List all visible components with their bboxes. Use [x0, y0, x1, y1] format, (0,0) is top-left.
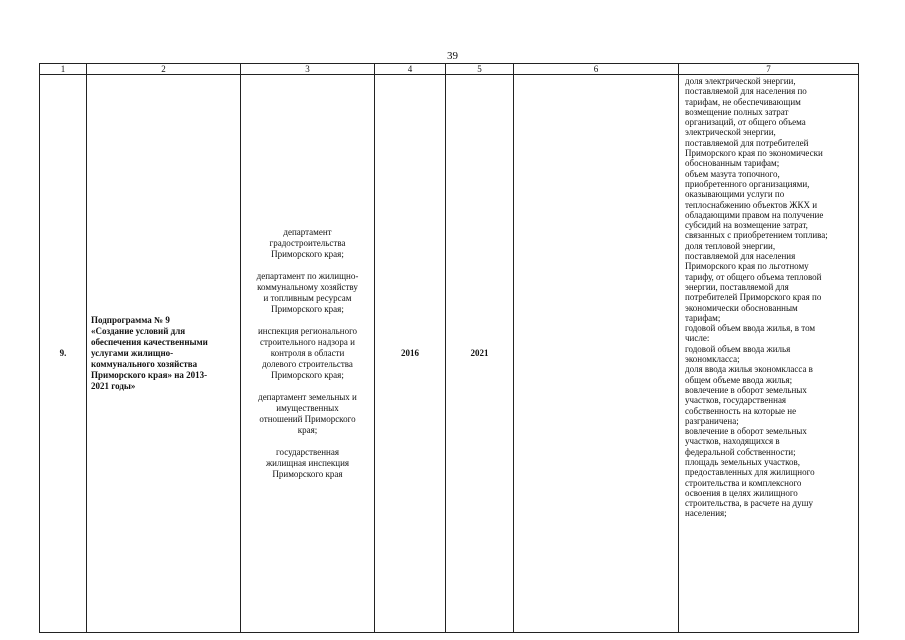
indicator-line: экономически обоснованным	[685, 302, 798, 313]
executor-line: имущественных	[276, 403, 339, 413]
page-number: 39	[447, 50, 458, 62]
column-header-1: 1	[40, 64, 87, 75]
indicator-line: объем мазута топочного,	[685, 168, 780, 179]
executor-line: отношений Приморского	[259, 414, 356, 424]
program-name-line: коммунального хозяйства	[91, 359, 198, 369]
executor-line: края;	[297, 425, 318, 435]
executor-line: Приморского края;	[271, 304, 344, 314]
column-6-cell	[514, 75, 679, 633]
executor-line: строительного надзора и	[260, 337, 355, 347]
indicator-line: площадь земельных участков,	[685, 456, 800, 467]
column-header-3: 3	[241, 64, 375, 75]
executor-line: градостроительства	[269, 238, 346, 248]
executors-cell	[241, 75, 375, 633]
end-year: 2021	[446, 75, 514, 633]
indicator-line: Приморского края по льготному	[685, 261, 809, 272]
executor-line: департамент по жилищно-	[256, 271, 359, 281]
indicator-line: годовой объем ввода жилья, в том	[685, 323, 816, 334]
indicator-line: вовлечение в оборот земельных	[685, 384, 807, 395]
executor-department-urban-planning	[245, 227, 370, 260]
indicator-line: субсидий на возмещение затрат,	[685, 220, 808, 231]
indicator-line: строительства, в расчете на душу	[685, 498, 814, 509]
program-name-line: Подпрограмма № 9	[91, 315, 170, 325]
indicator-line: теплоснабжению объектов ЖКХ и	[685, 199, 818, 210]
executor-land-property-department	[245, 392, 370, 436]
program-name-line: 2021 годы»	[91, 381, 136, 391]
indicator-line: электрической энергии,	[685, 127, 776, 138]
indicator-line: связанных с приобретением топлива;	[685, 230, 828, 241]
header-row	[40, 64, 859, 75]
indicator-line: тарифам;	[685, 312, 721, 323]
executor-line: государственная	[276, 447, 339, 457]
executor-construction-inspection	[245, 326, 370, 381]
indicator-line: участков, находящихся в	[685, 436, 780, 447]
executor-line: департамент	[283, 227, 332, 237]
indicator-line: строительства и комплексного	[685, 477, 802, 488]
indicator-line: тарифу, от общего объема тепловой	[685, 271, 822, 282]
indicator-line: населения;	[685, 508, 727, 519]
indicator-line: энергии, поставляемой для	[685, 281, 789, 292]
indicator-line: обоснованным тарифам;	[685, 158, 780, 169]
program-table	[39, 63, 859, 633]
indicator-line: обладающими правом на получение	[685, 209, 824, 220]
start-year: 2016	[375, 75, 446, 633]
indicator-line: вовлечение в оборот земельных	[685, 426, 807, 437]
row-number: 9.	[40, 75, 87, 633]
indicator-line: организаций, от общего объема	[685, 117, 806, 128]
executor-line: контроля в области	[270, 348, 345, 358]
table-row	[40, 75, 859, 633]
indicator-line: поставляемой для населения	[685, 251, 796, 262]
column-header-2: 2	[87, 64, 241, 75]
program-name-line: Приморского края» на 2013-	[91, 370, 208, 380]
indicator-line: разграничена;	[685, 415, 739, 426]
indicator-line: потребителей Приморского края по	[685, 292, 822, 303]
indicator-line: освоения в целях жилищного	[685, 487, 798, 498]
executor-line: коммунальному хозяйству	[257, 282, 358, 292]
column-header-7: 7	[679, 64, 859, 75]
column-header-6: 6	[514, 64, 679, 75]
executor-line: жилищная инспекция	[265, 458, 350, 468]
column-header-4: 4	[375, 64, 446, 75]
indicator-line: возмещение полных затрат	[685, 106, 789, 117]
executor-line: Приморского края;	[271, 370, 344, 380]
indicator-line: оказывающими услуги по	[685, 189, 785, 200]
program-name-line: обеспечения качественными	[91, 337, 208, 347]
indicator-line: федеральной собственности;	[685, 446, 796, 457]
program-name-line: услугами жилищно-	[91, 348, 174, 358]
indicator-line: годовой объем ввода жилья	[685, 343, 791, 354]
executor-line: долевого строительства	[262, 359, 353, 369]
indicator-line: доля тепловой энергии,	[685, 240, 776, 251]
program-name-cell	[87, 75, 241, 633]
executor-line: инспекция регионального	[257, 326, 358, 336]
indicator-line: приобретенного организациями,	[685, 178, 810, 189]
indicator-line: собственность на которые не	[685, 405, 797, 416]
indicator-line: поставляемой для населения по	[685, 86, 807, 97]
indicator-line: доля ввода жилья экономкласса в	[685, 364, 813, 375]
indicator-line: тарифам, не обеспечивающим	[685, 96, 801, 107]
program-name-line: «Создание условий для	[91, 326, 186, 336]
indicator-line: поставляемой для потребителей	[685, 137, 809, 148]
executor-line: и топливным ресурсам	[263, 293, 352, 303]
executor-line: Приморского края	[272, 469, 343, 479]
indicator-line: доля электрической энергии,	[685, 76, 796, 86]
executor-line: департамент земельных и	[258, 392, 357, 402]
executor-department-housing	[245, 271, 370, 315]
executor-housing-inspection	[245, 447, 370, 480]
executor-line: Приморского края;	[271, 249, 344, 259]
indicator-line: Приморского края по экономически	[685, 148, 823, 159]
indicators-cell	[679, 75, 859, 633]
indicator-line: общем объеме ввода жилья;	[685, 374, 793, 385]
column-header-5: 5	[446, 64, 514, 75]
indicator-line: числе:	[685, 333, 710, 344]
indicator-line: предоставленных для жилищного	[685, 467, 815, 478]
indicator-list	[685, 76, 855, 519]
indicator-line: экономкласса;	[685, 354, 740, 365]
indicator-line: участков, государственная	[685, 395, 787, 406]
